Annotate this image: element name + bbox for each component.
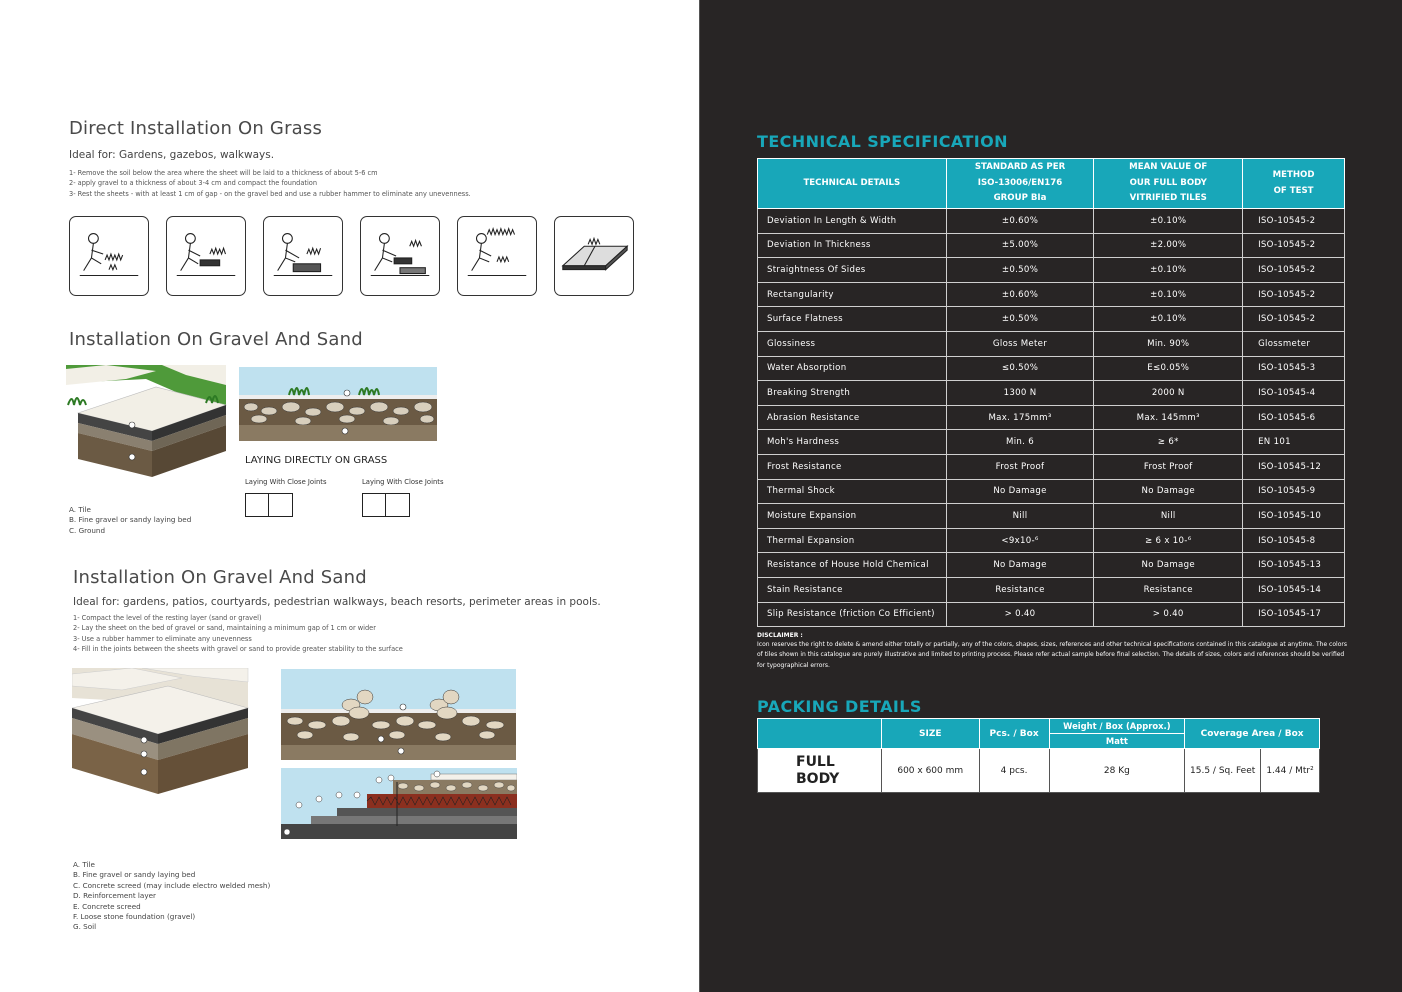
spec-row — [758, 430, 1345, 455]
spec-standard-value: Gloss Meter — [946, 331, 1094, 356]
step-illustration-1 — [69, 216, 149, 296]
spec-standard-value: ±0.50% — [946, 307, 1094, 332]
spec-row — [758, 209, 1345, 234]
pack-coverage-sqm: 1.44 / Mtr² — [1261, 749, 1320, 793]
installation-steps-illustrations — [69, 216, 633, 296]
spec-mean-value: Max. 145mm³ — [1094, 405, 1243, 430]
spec-property: Moh's Hardness — [758, 430, 947, 455]
spec-standard-value: ±0.60% — [946, 209, 1094, 234]
header-method-line: METHOD — [1272, 170, 1315, 180]
spec-standard-value: No Damage — [946, 479, 1094, 504]
spec-property: Rectangularity — [758, 282, 947, 307]
spec-standard-value: Max. 175mm³ — [946, 405, 1094, 430]
spec-property: Thermal Shock — [758, 479, 947, 504]
spec-standard-value: ±0.60% — [946, 282, 1094, 307]
legend-item: B. Fine gravel or sandy laying bed — [69, 515, 192, 525]
pack-header-weight: Weight / Box (Approx.) — [1049, 719, 1185, 734]
spec-standard-value: <9x10-⁶ — [946, 528, 1094, 553]
legend-item: A. Tile — [69, 505, 91, 514]
spec-row — [758, 331, 1345, 356]
spec-mean-value: No Damage — [1094, 553, 1243, 578]
tile-on-gravel-3d-illustration — [72, 668, 250, 796]
spec-standard-value: Frost Proof — [946, 454, 1094, 479]
step-illustration-5 — [457, 216, 537, 296]
spec-table-body — [758, 209, 1345, 627]
step-illustration-3 — [263, 216, 343, 296]
spec-row — [758, 528, 1345, 553]
spec-row — [758, 577, 1345, 602]
section-title-grass: Direct Installation On Grass — [69, 118, 323, 139]
packing-details-table — [757, 718, 1320, 793]
spec-method: EN 101 — [1243, 430, 1345, 455]
spec-standard-value: ±5.00% — [946, 233, 1094, 258]
laying-directly-title: LAYING DIRECTLY ON GRASS — [245, 455, 388, 466]
spec-mean-value: Resistance — [1094, 577, 1243, 602]
spec-mean-value: No Damage — [1094, 479, 1243, 504]
spec-row — [758, 356, 1345, 381]
spec-method: ISO-10545-2 — [1243, 209, 1345, 234]
header-standard-line: ISO-13006/EN176 — [977, 177, 1063, 188]
header-mean-value — [1094, 159, 1243, 209]
spec-row — [758, 233, 1345, 258]
spec-row — [758, 307, 1345, 332]
spec-property: Surface Flatness — [758, 307, 947, 332]
header-standard-line: STANDARD AS PER — [974, 162, 1066, 173]
spec-mean-value: ±0.10% — [1094, 258, 1243, 283]
pack-header-coverage: Coverage Area / Box — [1185, 719, 1320, 749]
pack-data-row — [758, 749, 1320, 793]
spec-row — [758, 282, 1345, 307]
spec-method: ISO-10545-3 — [1243, 356, 1345, 381]
gravel-section-illustration — [239, 367, 437, 441]
spec-property: Straightness Of Sides — [758, 258, 947, 283]
spec-property: Water Absorption — [758, 356, 947, 381]
header-mean-line: VITRIFIED TILES — [1129, 193, 1207, 204]
spec-row — [758, 381, 1345, 406]
step-item: 3- Use a rubber hammer to eliminate any unevenness — [73, 634, 252, 643]
pack-header-pcs: Pcs. / Box — [979, 719, 1049, 749]
spec-row — [758, 454, 1345, 479]
spec-mean-value: ≥ 6* — [1094, 430, 1243, 455]
spec-method: ISO-10545-2 — [1243, 282, 1345, 307]
spec-row — [758, 405, 1345, 430]
legend-item: F. Loose stone foundation (gravel) — [73, 912, 196, 922]
header-technical-details: TECHNICAL DETAILS — [758, 159, 947, 209]
spec-property: Thermal Expansion — [758, 528, 947, 553]
spec-mean-value: Frost Proof — [1094, 454, 1243, 479]
legend-gravel-1 — [69, 505, 191, 536]
header-mean-line: OUR FULL BODY — [1129, 177, 1207, 188]
spec-property: Stain Resistance — [758, 577, 947, 602]
legend-gravel-2 — [73, 860, 270, 933]
spec-property: Slip Resistance (friction Co Efficient) — [758, 602, 947, 627]
spec-method: ISO-10545-2 — [1243, 258, 1345, 283]
pack-header-matt: Matt — [1049, 734, 1185, 749]
spec-method: ISO-10545-12 — [1243, 454, 1345, 479]
spec-mean-value: ≥ 6 x 10-⁶ — [1094, 528, 1243, 553]
spec-mean-value: ±2.00% — [1094, 233, 1243, 258]
spec-standard-value: > 0.40 — [946, 602, 1094, 627]
stones-section-illustration — [281, 669, 516, 760]
spec-row — [758, 553, 1345, 578]
right-page — [700, 0, 1402, 992]
step-illustration-4 — [360, 216, 440, 296]
spec-row — [758, 504, 1345, 529]
tile-on-grass-3d-illustration — [66, 365, 228, 477]
spec-mean-value: ±0.10% — [1094, 282, 1243, 307]
step-item: 1- Compact the level of the resting layer (sand or gravel) — [73, 614, 262, 622]
spec-mean-value: 2000 N — [1094, 381, 1243, 406]
technical-specification-title: TECHNICAL SPECIFICATION — [757, 132, 1008, 151]
spec-property: Deviation In Length & Width — [758, 209, 947, 234]
legend-item: E. Concrete screed — [73, 901, 141, 911]
step-illustration-6 — [554, 216, 634, 296]
pack-product-line: BODY — [796, 770, 840, 787]
step-illustration-2 — [166, 216, 246, 296]
technical-specification-table — [757, 158, 1345, 627]
header-method-line: OF TEST — [1273, 185, 1314, 196]
spec-property: Abrasion Resistance — [758, 405, 947, 430]
joint-label-1: Laying With Close Joints — [245, 478, 327, 486]
spec-method: ISO-10545-9 — [1243, 479, 1345, 504]
packing-details-title: PACKING DETAILS — [757, 697, 922, 716]
pack-header-blank — [758, 719, 882, 749]
ideal-for-gravel: Ideal for: gardens, patios, courtyards, pedestrian walkways, beach resorts, perimeter areas in pools. — [73, 596, 601, 608]
legend-item: D. Reinforcement layer — [73, 891, 156, 901]
spec-method: ISO-10545-14 — [1243, 577, 1345, 602]
spec-mean-value: E≤0.05% — [1094, 356, 1243, 381]
pack-product-line: FULL — [796, 753, 835, 770]
spec-standard-value: 1300 N — [946, 381, 1094, 406]
close-joint-diagram-1 — [245, 493, 293, 517]
pack-coverage-sqft: 15.5 / Sq. Feet — [1185, 749, 1261, 793]
spec-mean-value: Nill — [1094, 504, 1243, 529]
step-item: 1- Remove the soil below the area where the sheet will be laid to a thickness of about 5-6 cm — [69, 169, 378, 177]
spec-property: Moisture Expansion — [758, 504, 947, 529]
spec-method: ISO-10545-4 — [1243, 381, 1345, 406]
pack-pcs: 4 pcs. — [979, 749, 1049, 793]
spec-method: ISO-10545-17 — [1243, 602, 1345, 627]
legend-item: C. Ground — [69, 525, 106, 535]
spec-property: Glossiness — [758, 331, 947, 356]
step-item: 3- Rest the sheets - with at least 1 cm of gap - on the gravel bed and use a rubber hammer to eliminate any unevenness. — [69, 189, 471, 198]
header-method — [1243, 159, 1345, 209]
header-standard-line: GROUP BIa — [993, 193, 1047, 204]
left-page — [0, 0, 700, 992]
legend-item: C. Concrete screed (may include electro welded mesh) — [73, 880, 271, 890]
disclaimer — [757, 632, 1349, 671]
ideal-for-grass: Ideal for: Gardens, gazebos, walkways. — [69, 149, 275, 161]
step-item: 2- apply gravel to a thickness of about 3-4 cm and compact the foundation — [69, 179, 318, 188]
spec-mean-value: Min. 90% — [1094, 331, 1243, 356]
pack-size: 600 x 600 mm — [881, 749, 979, 793]
spec-mean-value: > 0.40 — [1094, 602, 1243, 627]
spec-row — [758, 479, 1345, 504]
section-title-gravel-sand-2: Installation On Gravel And Sand — [73, 567, 367, 588]
spec-method: ISO-10545-6 — [1243, 405, 1345, 430]
section-title-gravel-sand-1: Installation On Gravel And Sand — [69, 329, 363, 350]
spec-standard-value: ±0.50% — [946, 258, 1094, 283]
spec-standard-value: Resistance — [946, 577, 1094, 602]
spec-row — [758, 258, 1345, 283]
spec-standard-value: No Damage — [946, 553, 1094, 578]
spec-standard-value: ≤0.50% — [946, 356, 1094, 381]
pack-product-name — [758, 749, 882, 793]
step-item: 4- Fill in the joints between the sheets with gravel or sand to provide greater stability to the surface — [73, 645, 403, 654]
close-joint-diagram-2 — [362, 493, 410, 517]
legend-item: B. Fine gravel or sandy laying bed — [73, 870, 196, 880]
spec-method: ISO-10545-13 — [1243, 553, 1345, 578]
disclaimer-text: Icon reserves the right to delete & amend either totally or partially, any of the colors, shapes, sizes, references and other technical specifications contained in this catalogue at anytime. The colors of tiles shown in this catalogue are purely illustrative and limited to printing process. Please refer actual sample before final selection. The details of sizes, colors and references should be verified for typographical errors. — [757, 641, 1347, 669]
spec-property: Deviation In Thickness — [758, 233, 947, 258]
spec-method: ISO-10545-8 — [1243, 528, 1345, 553]
joint-label-2: Laying With Close Joints — [362, 478, 444, 486]
spec-property: Breaking Strength — [758, 381, 947, 406]
spec-standard-value: Min. 6 — [946, 430, 1094, 455]
legend-item: G. Soil — [73, 922, 97, 932]
layered-section-illustration — [281, 768, 517, 839]
spec-method: ISO-10545-10 — [1243, 504, 1345, 529]
step-item: 2- Lay the sheet on the bed of gravel or sand, maintaining a minimum gap of 1 cm or wider — [73, 624, 376, 633]
spec-row — [758, 602, 1345, 627]
spec-method: ISO-10545-2 — [1243, 307, 1345, 332]
spec-standard-value: Nill — [946, 504, 1094, 529]
spec-method: ISO-10545-2 — [1243, 233, 1345, 258]
steps-grass — [69, 168, 471, 199]
spec-header-row — [758, 159, 1345, 209]
spec-mean-value: ±0.10% — [1094, 307, 1243, 332]
steps-gravel — [73, 613, 403, 655]
pack-header-row — [758, 719, 1320, 734]
spec-property: Resistance of House Hold Chemical — [758, 553, 947, 578]
pack-header-size: SIZE — [881, 719, 979, 749]
header-mean-line: MEAN VALUE OF — [1129, 162, 1208, 173]
legend-item: A. Tile — [73, 860, 95, 869]
disclaimer-title: DISCLAIMER : — [757, 632, 803, 639]
spec-mean-value: ±0.10% — [1094, 209, 1243, 234]
spec-method: Glossmeter — [1243, 331, 1345, 356]
pack-weight: 28 Kg — [1049, 749, 1185, 793]
spec-property: Frost Resistance — [758, 454, 947, 479]
header-standard — [946, 159, 1094, 209]
